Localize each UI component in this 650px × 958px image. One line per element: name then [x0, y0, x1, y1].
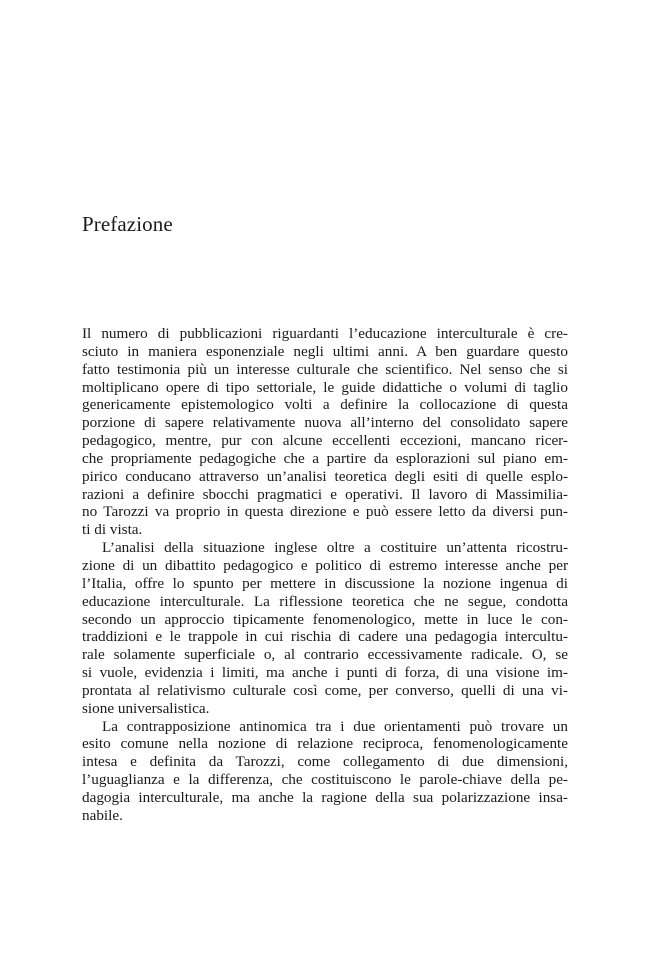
body-text	[82, 325, 568, 825]
text-line: rale solamente superficiale o, al contrario eccessivamente radicale. O, se	[82, 646, 568, 664]
text-line: fatto testimonia più un interesse culturale che scientifico. Nel senso che si	[82, 360, 568, 378]
text-line: sciuto in maniera esponenziale negli ultimi anni. A ben guardare questo	[82, 342, 568, 360]
text-line: sione universalistica.	[82, 699, 210, 717]
paragraph-1	[82, 325, 568, 539]
text-line: ti di vista.	[82, 521, 143, 539]
text-line: esito comune nella nozione di relazione reciproca, fenomenologicamente	[82, 735, 568, 753]
text-line: si vuole, evidenzia i limiti, ma anche i punti di forza, di una visione im-	[82, 664, 568, 682]
text-line: pirico conducano attraverso un’analisi teoretica degli esiti di quelle esplo-	[82, 467, 568, 485]
text-line: l’uguaglianza e la differenza, che costituiscono le parole-chiave della pe-	[82, 771, 568, 789]
text-line: porzione di sapere relativamente nuova all’interno del consolidato sapere	[82, 414, 568, 432]
text-line: zione di un dibattito pedagogico e politico di estremo interesse anche per	[82, 556, 568, 574]
text-line: razioni a definire sbocchi pragmatici e operativi. Il lavoro di Massimilia-	[82, 485, 568, 503]
text-line: traddizioni e le trappole in cui rischia di cadere una pedagogia intercultu-	[82, 628, 568, 646]
text-line: L’analisi della situazione inglese oltre a costituire un’attenta ricostru-	[102, 539, 568, 557]
text-line: secondo un approccio tipicamente fenomenologico, mette in luce le con-	[82, 610, 568, 628]
paragraph-2	[82, 539, 568, 717]
text-line: prontata al relativismo culturale così come, per converso, quelli di una vi-	[82, 681, 568, 699]
text-line: educazione interculturale. La riflessione teoretica che ne segue, condotta	[82, 592, 568, 610]
text-line: nabile.	[82, 806, 123, 824]
text-line: pedagogico, mentre, pur con alcune eccellenti eccezioni, mancano ricer-	[82, 432, 568, 450]
text-line: moltiplicano opere di tipo settoriale, le guide didattiche o volumi di taglio	[82, 378, 568, 396]
text-line: intesa e definita da Tarozzi, come collegamento di due dimensioni,	[82, 753, 568, 771]
text-line: Il numero di pubblicazioni riguardanti l’educazione interculturale è cre-	[82, 325, 568, 342]
paragraph-3	[82, 718, 568, 825]
text-line: no Tarozzi va proprio in questa direzione e può essere letto da diversi pun-	[82, 503, 568, 521]
text-line: genericamente epistemologico volti a definire la collocazione di questa	[82, 396, 568, 414]
text-line: dagogia interculturale, ma anche la ragione della sua polarizzazione insa-	[82, 788, 568, 806]
text-line: La contrapposizione antinomica tra i due orientamenti può trovare un	[102, 717, 568, 735]
page-title: Prefazione	[82, 212, 173, 236]
text-line: l’Italia, offre lo spunto per mettere in discussione la nozione ingenua di	[82, 574, 568, 592]
text-line: che propriamente pedagogiche che a partire da esplorazioni sul piano em-	[82, 449, 568, 467]
